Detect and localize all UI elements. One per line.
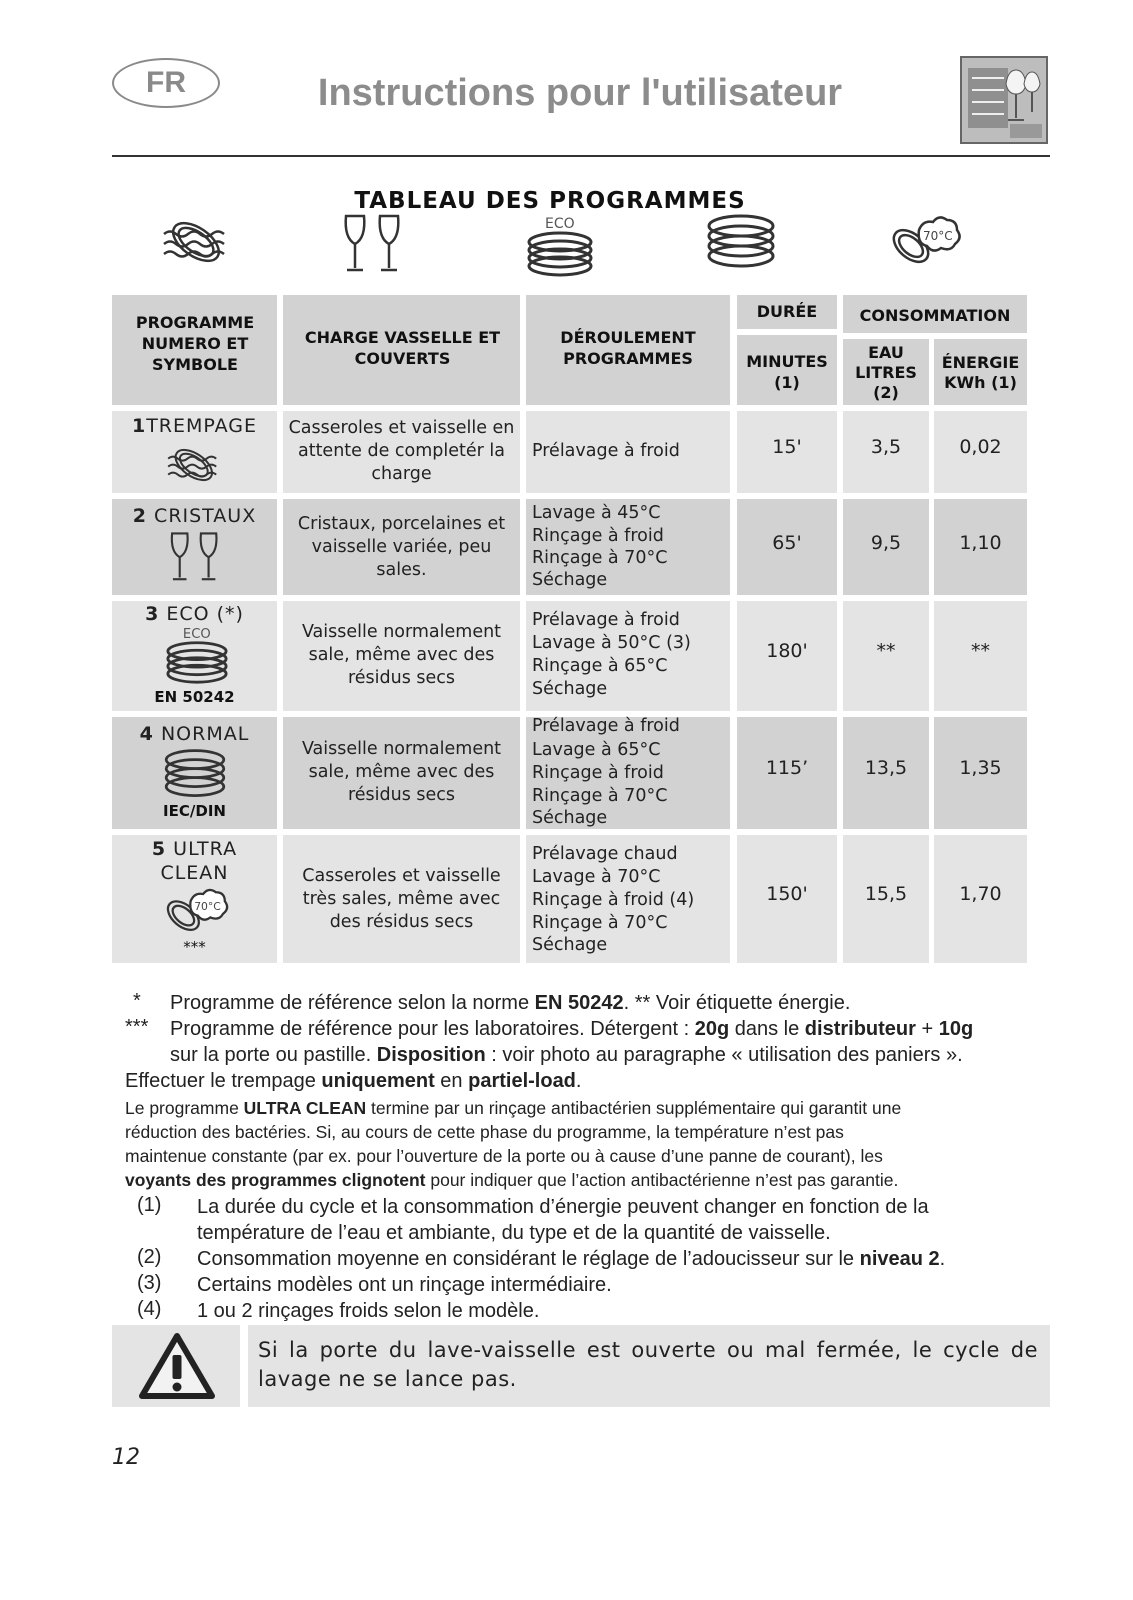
note-star1-mark: * — [133, 990, 141, 1012]
programme-1-minutes: 15' — [772, 436, 802, 458]
programme-5-eau: 15,5 — [864, 883, 908, 905]
section-title: TABLEAU DES PROGRAMMES — [354, 188, 746, 214]
header-divider — [112, 155, 1050, 157]
note-ultra-line2: réduction des bactéries. Si, au cours de cette phase du programme, la température n’est pas — [125, 1122, 844, 1142]
footnote-1-line1: La durée du cycle et la consommation d’énergie peuvent changer en fonction de la — [197, 1196, 929, 1218]
svg-text:ECO: ECO — [182, 627, 211, 643]
programme-2-step-3: Rinçage à 70°C — [532, 548, 668, 568]
svg-text:70°C: 70°C — [923, 229, 953, 243]
soak-plates-icon — [160, 212, 230, 276]
svg-text:ECO: ECO — [545, 216, 575, 232]
programme-4-minutes: 115’ — [765, 757, 809, 779]
programme-2-step-4: Séchage — [532, 570, 608, 590]
note-ultra-line3: maintenue constante (par ex. pour l’ouverture de la porte ou à cause d’une panne de courant), les — [125, 1146, 883, 1166]
footnote-1-line2: température de l’eau et ambiante, du type et de la quantité de vaisselle. — [197, 1222, 831, 1244]
header-programme: PROGRAMME NUMERO ET SYMBOLE — [135, 313, 255, 374]
warning-icon-box — [112, 1325, 240, 1407]
programme-4-charge: Vaisselle normalement sale, même avec des résidus secs — [301, 739, 502, 805]
programme-3-energie: ** — [971, 640, 990, 662]
ultra-clean-70c-icon — [885, 212, 965, 276]
language-badge: FR — [112, 58, 220, 108]
programme-3-step-3: Rinçage à 65°C — [532, 656, 668, 676]
eco-plates-icon — [162, 623, 232, 689]
programme-3-step-4: Séchage — [532, 679, 608, 699]
programme-5-step-3: Rinçage à froid (4) — [532, 890, 695, 910]
programme-5-step-5: Séchage — [532, 935, 608, 955]
programme-5-note: *** — [183, 938, 206, 956]
programme-2-eau: 9,5 — [870, 532, 902, 554]
programme-3-standard: EN 50242 — [154, 688, 235, 706]
programme-1-name: 1TREMPAGE — [131, 415, 258, 437]
programme-4-step-1: Prélavage à froid — [532, 716, 680, 736]
header-energie: ÉNERGIE KWh (1) — [941, 353, 1020, 392]
programme-5-minutes: 150' — [766, 883, 808, 905]
programme-4-energie: 1,35 — [959, 757, 1002, 779]
note-soak: Effectuer le trempage uniquement en partiel-load. — [125, 1070, 582, 1092]
header-charge: CHARGE VASSELLE ET COUVERTS — [304, 328, 501, 368]
programme-4-standard: IEC/DIN — [163, 802, 226, 820]
footnote-4-mark: (4) — [137, 1298, 162, 1320]
header-duree: DURÉE — [756, 302, 818, 321]
eco-plates-icon — [525, 212, 595, 282]
ultra-clean-70c-icon — [158, 885, 234, 943]
programme-4-step-5: Séchage — [532, 808, 608, 828]
warning-triangle-icon — [138, 1331, 216, 1405]
warning-text: Si la porte du lave-vaisselle est ouverte ou mal fermée, le cycle de lavage ne se lance pas. — [258, 1338, 1038, 1391]
programme-5-step-4: Rinçage à 70°C — [532, 913, 668, 933]
wine-glasses-icon — [340, 212, 406, 282]
footnote-3-mark: (3) — [137, 1272, 162, 1294]
programme-3-eau: ** — [876, 640, 896, 662]
soak-plates-icon — [164, 441, 222, 493]
programme-3-minutes: 180' — [766, 640, 808, 662]
programme-3-charge: Vaisselle normalement sale, même avec des résidus secs — [301, 622, 502, 688]
plates-stack-icon — [705, 212, 777, 276]
note-star3-mark: *** — [125, 1016, 149, 1038]
programme-4-step-2: Lavage à 65°C — [532, 740, 661, 760]
wine-glasses-icon — [167, 529, 223, 591]
header-minutes: MINUTES (1) — [746, 352, 828, 392]
programme-4-eau: 13,5 — [864, 757, 908, 779]
programme-4-step-3: Rinçage à froid — [532, 763, 664, 783]
note-star1: Programme de référence selon la norme EN 50242. ** Voir étiquette énergie. — [170, 992, 851, 1014]
programme-2-name: 2 CRISTAUX — [132, 505, 257, 527]
note-ultra-line1: Le programme ULTRA CLEAN termine par un rinçage antibactérien supplémentaire qui garantit une — [125, 1098, 902, 1118]
programme-2-charge: Cristaux, porcelaines et vaisselle variée, peu sales. — [297, 514, 506, 580]
footnote-4: 1 ou 2 rinçages froids selon le modèle. — [197, 1300, 540, 1322]
note-star3-line1: Programme de référence pour les laboratoires. Détergent : 20g dans le distributeur + 10g — [170, 1018, 974, 1040]
programme-3-step-2: Lavage à 50°C (3) — [532, 633, 691, 653]
programme-2-step-2: Rinçage à froid — [532, 526, 664, 546]
footnote-2: Consommation moyenne en considérant le réglage de l’adoucisseur sur le niveau 2. — [197, 1248, 946, 1270]
programme-1-energie: 0,02 — [959, 436, 1002, 458]
svg-text:70°C: 70°C — [194, 900, 221, 914]
programme-1-eau: 3,5 — [870, 436, 902, 458]
programme-2-minutes: 65' — [772, 532, 802, 554]
header-consommation: CONSOMMATION — [859, 306, 1011, 325]
programme-1-charge: Casseroles et vaisselle en attente de completér la charge — [288, 418, 515, 484]
programme-4-step-4: Rinçage à 70°C — [532, 786, 668, 806]
programme-5-step-1: Prélavage chaud — [532, 844, 678, 864]
programme-3-step-1: Prélavage à froid — [532, 610, 680, 630]
header-deroulement: DÉROULEMENT PROGRAMMES — [560, 328, 696, 368]
note-star3-line2: sur la porte ou pastille. Disposition : voir photo au paragraphe « utilisation des paniers ». — [170, 1044, 963, 1066]
programme-3-name: 3 ECO (*) — [145, 603, 244, 625]
programme-5-step-2: Lavage à 70°C — [532, 867, 661, 887]
plates-stack-icon — [162, 747, 228, 805]
programme-5-energie: 1,70 — [959, 883, 1002, 905]
header-eau: EAU LITRES (2) — [855, 343, 917, 402]
footnote-1-mark: (1) — [137, 1194, 162, 1216]
footnote-3: Certains modèles ont un rinçage intermédiaire. — [197, 1274, 612, 1296]
programme-4-name: 4 NORMAL — [139, 723, 250, 745]
programme-5-charge: Casseroles et vaisselle très sales, même avec des résidus secs — [302, 866, 501, 932]
note-ultra-line4: voyants des programmes clignotent pour indiquer que l’action antibactérienne n’est pas garantie. — [125, 1170, 899, 1190]
programme-1-step-1: Prélavage à froid — [532, 441, 680, 461]
programme-5-name: 5 ULTRA CLEAN — [151, 838, 238, 884]
page-title: Instructions pour l'utilisateur — [317, 72, 843, 114]
dishwasher-thumbnail-icon — [960, 56, 1048, 144]
programme-2-step-1: Lavage à 45°C — [532, 503, 661, 523]
page-number: 12 — [112, 1445, 140, 1470]
footnote-2-mark: (2) — [137, 1246, 162, 1268]
programme-2-energie: 1,10 — [959, 532, 1002, 554]
